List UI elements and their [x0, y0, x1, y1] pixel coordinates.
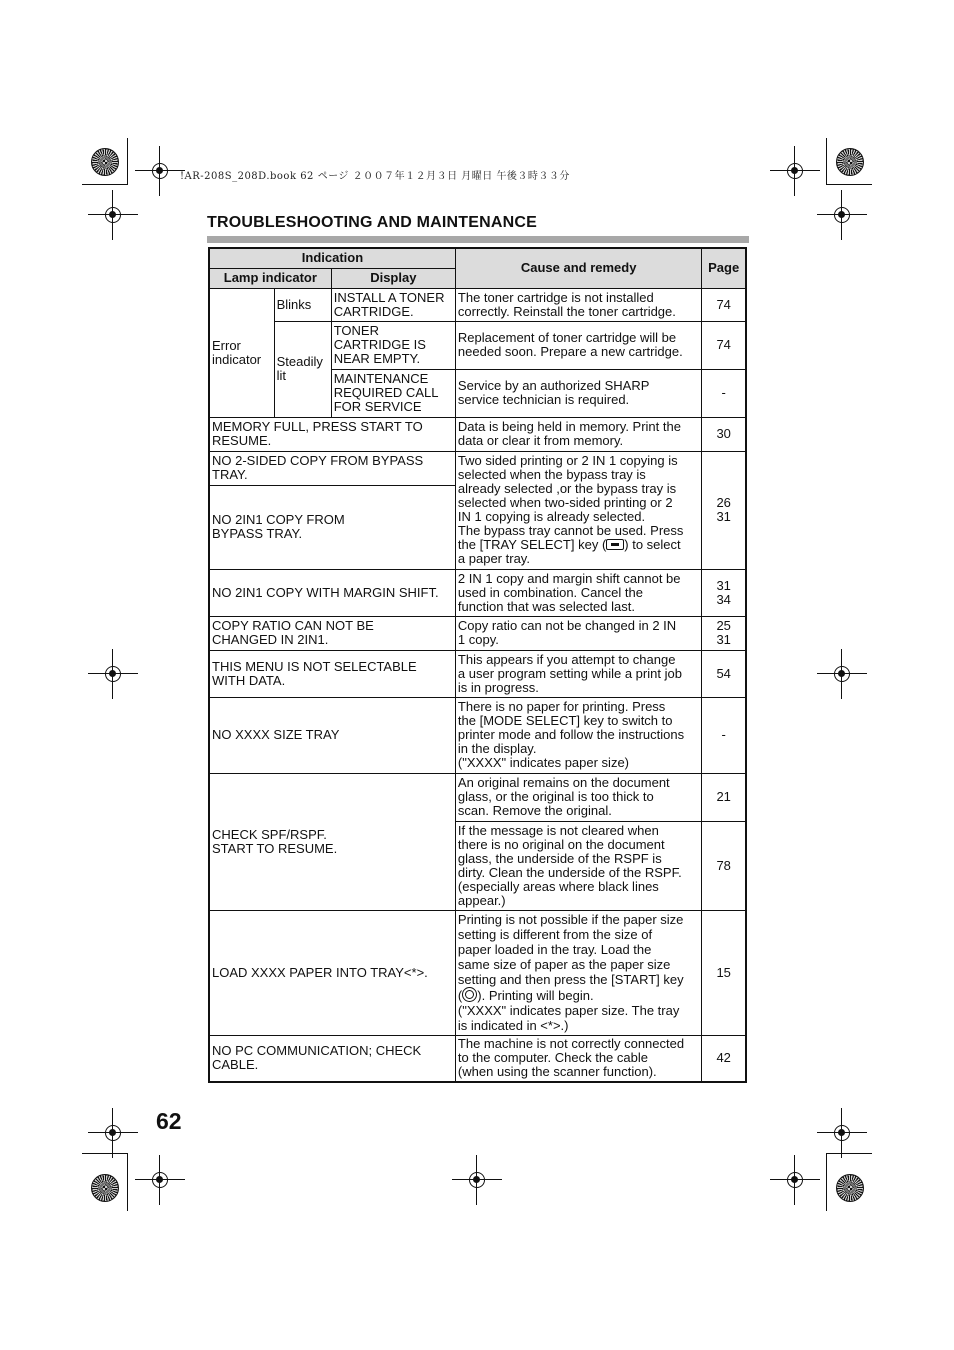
page-ref: - [702, 697, 746, 773]
page-number: 62 [156, 1108, 182, 1134]
start-key-icon [462, 987, 477, 1002]
crop-line [82, 184, 128, 185]
display-message: LOAD XXXX PAPER INTO TRAY<*>. [209, 910, 455, 1035]
table-row [209, 697, 746, 773]
registration-target-icon [91, 148, 119, 176]
page-ref: 78 [702, 821, 746, 910]
header-indication: Indication [209, 248, 455, 268]
page-ref: 15 [702, 910, 746, 1035]
crop-line [127, 1153, 128, 1211]
display-message: INSTALL A TONER CARTRIDGE. [331, 288, 455, 321]
lamp-state-steadily-lit: Steadily lit [274, 321, 331, 417]
cause-remedy: 2 IN 1 copy and margin shift cannot be used in combination. Cancel the function that was selected last. [455, 569, 701, 616]
display-message: THIS MENU IS NOT SELECTABLE WITH DATA. [209, 650, 455, 697]
cause-remedy: Service by an authorized SHARP service technician is required. [455, 369, 701, 417]
registration-crosshair-icon [464, 1167, 490, 1193]
cause-remedy: Replacement of toner cartridge will be needed soon. Prepare a new cartridge. [455, 321, 701, 369]
table-row [209, 321, 746, 369]
page-ref: 74 [702, 288, 746, 321]
display-message: NO 2IN1 COPY WITH MARGIN SHIFT. [209, 569, 455, 616]
troubleshooting-table [208, 247, 747, 1083]
display-message: NO PC COMMUNICATION; CHECK CABLE. [209, 1035, 455, 1082]
registration-crosshair-icon [147, 1167, 173, 1193]
page-ref: 30 [702, 417, 746, 451]
display-message: TONER CARTRIDGE IS NEAR EMPTY. [331, 321, 455, 369]
display-message: CHECK SPF/RSPF. START TO RESUME. [209, 773, 455, 910]
table-row [209, 1035, 746, 1082]
registration-target-icon [836, 1174, 864, 1202]
registration-target-icon [91, 1174, 119, 1202]
cause-remedy: Copy ratio can not be changed in 2 IN 1 copy. [455, 616, 701, 650]
crop-line [826, 1153, 872, 1154]
table-row [209, 910, 746, 1035]
display-message: NO 2IN1 COPY FROM BYPASS TRAY. [209, 485, 455, 569]
cause-remedy: Two sided printing or 2 IN 1 copying is selected when the bypass tray is already selected ,or the bypass tray is selected when two-sided printing or 2 IN 1 copying is already selected. The bypass tray cannot be used. Press the [TRAY SELECT] key ( ) to select a paper tray. [455, 451, 701, 569]
cause-remedy: If the message is not cleared when there is no original on the document glass, the underside of the RSPF is dirty. Clean the underside of the RSPF. (especially areas where black lines appear.) [455, 821, 701, 910]
table-row [209, 650, 746, 697]
table-row [209, 773, 746, 821]
page-ref: 21 [702, 773, 746, 821]
registration-crosshair-icon [100, 1120, 126, 1146]
cause-remedy: This appears if you attempt to change a user program setting while a print job is in progress. [455, 650, 701, 697]
registration-crosshair-icon [829, 202, 855, 228]
registration-crosshair-icon [100, 202, 126, 228]
registration-crosshair-icon [829, 661, 855, 687]
table-row [209, 417, 746, 451]
cause-remedy: There is no paper for printing. Press the [MODE SELECT] key to switch to printer mode and follow the instructions in the display. ("XXXX" indicates paper size) [455, 697, 701, 773]
registration-crosshair-icon [829, 1120, 855, 1146]
section-title: TROUBLESHOOTING AND MAINTENANCE [207, 214, 538, 231]
header-lamp-indicator: Lamp indicator [209, 268, 331, 288]
table-row [209, 616, 746, 650]
crop-line [127, 138, 128, 185]
display-message: MAINTENANCE REQUIRED CALL FOR SERVICE [331, 369, 455, 417]
page-ref: - [702, 369, 746, 417]
table-row [209, 288, 746, 321]
cause-remedy: The toner cartridge is not installed correctly. Reinstall the toner cartridge. [455, 288, 701, 321]
header-cause-and-remedy: Cause and remedy [455, 248, 701, 288]
lamp-error-indicator: Error indicator [209, 288, 274, 417]
header-page: Page [702, 248, 746, 288]
page-ref: 26 31 [702, 451, 746, 569]
cause-remedy: Printing is not possible if the paper size setting is different from the size of paper loaded in the tray. Load the same size of paper as the paper size setting and then press the [START] key ( ). Printing will begin. ("XXXX" indicates paper size. The tray is indicated in <*>.) [455, 910, 701, 1035]
cause-remedy: Data is being held in memory. Print the data or clear it from memory. [455, 417, 701, 451]
registration-target-icon [836, 148, 864, 176]
header-display: Display [331, 268, 455, 288]
display-message: NO XXXX SIZE TRAY [209, 697, 455, 773]
crop-line [826, 184, 872, 185]
table-row [209, 569, 746, 616]
page-ref: 54 [702, 650, 746, 697]
display-message: NO 2-SIDED COPY FROM BYPASS TRAY. [209, 451, 455, 485]
lamp-state-blinks: Blinks [274, 288, 331, 321]
page-ref: 74 [702, 321, 746, 369]
registration-crosshair-icon [100, 661, 126, 687]
tray-select-key-icon [606, 539, 624, 550]
crop-line [82, 1153, 128, 1154]
print-file-header: !AR-208S_208D.book 62 ページ ２００７年１２月３日 月曜日 午後３時３３分 [180, 171, 570, 182]
crop-line [826, 1153, 827, 1211]
registration-crosshair-icon [147, 158, 173, 184]
cause-remedy: The machine is not correctly connected to the computer. Check the cable (when using the scanner function). [455, 1035, 701, 1082]
table-row [209, 451, 746, 485]
registration-crosshair-icon [782, 158, 808, 184]
page-ref: 25 31 [702, 616, 746, 650]
display-message: COPY RATIO CAN NOT BE CHANGED IN 2IN1. [209, 616, 455, 650]
cause-remedy: An original remains on the document glass, or the original is too thick to scan. Remove the original. [455, 773, 701, 821]
page-ref: 31 34 [702, 569, 746, 616]
registration-crosshair-icon [782, 1167, 808, 1193]
page-ref: 42 [702, 1035, 746, 1082]
display-message: MEMORY FULL, PRESS START TO RESUME. [209, 417, 455, 451]
title-underline-bar [207, 236, 749, 243]
crop-line [826, 138, 827, 185]
